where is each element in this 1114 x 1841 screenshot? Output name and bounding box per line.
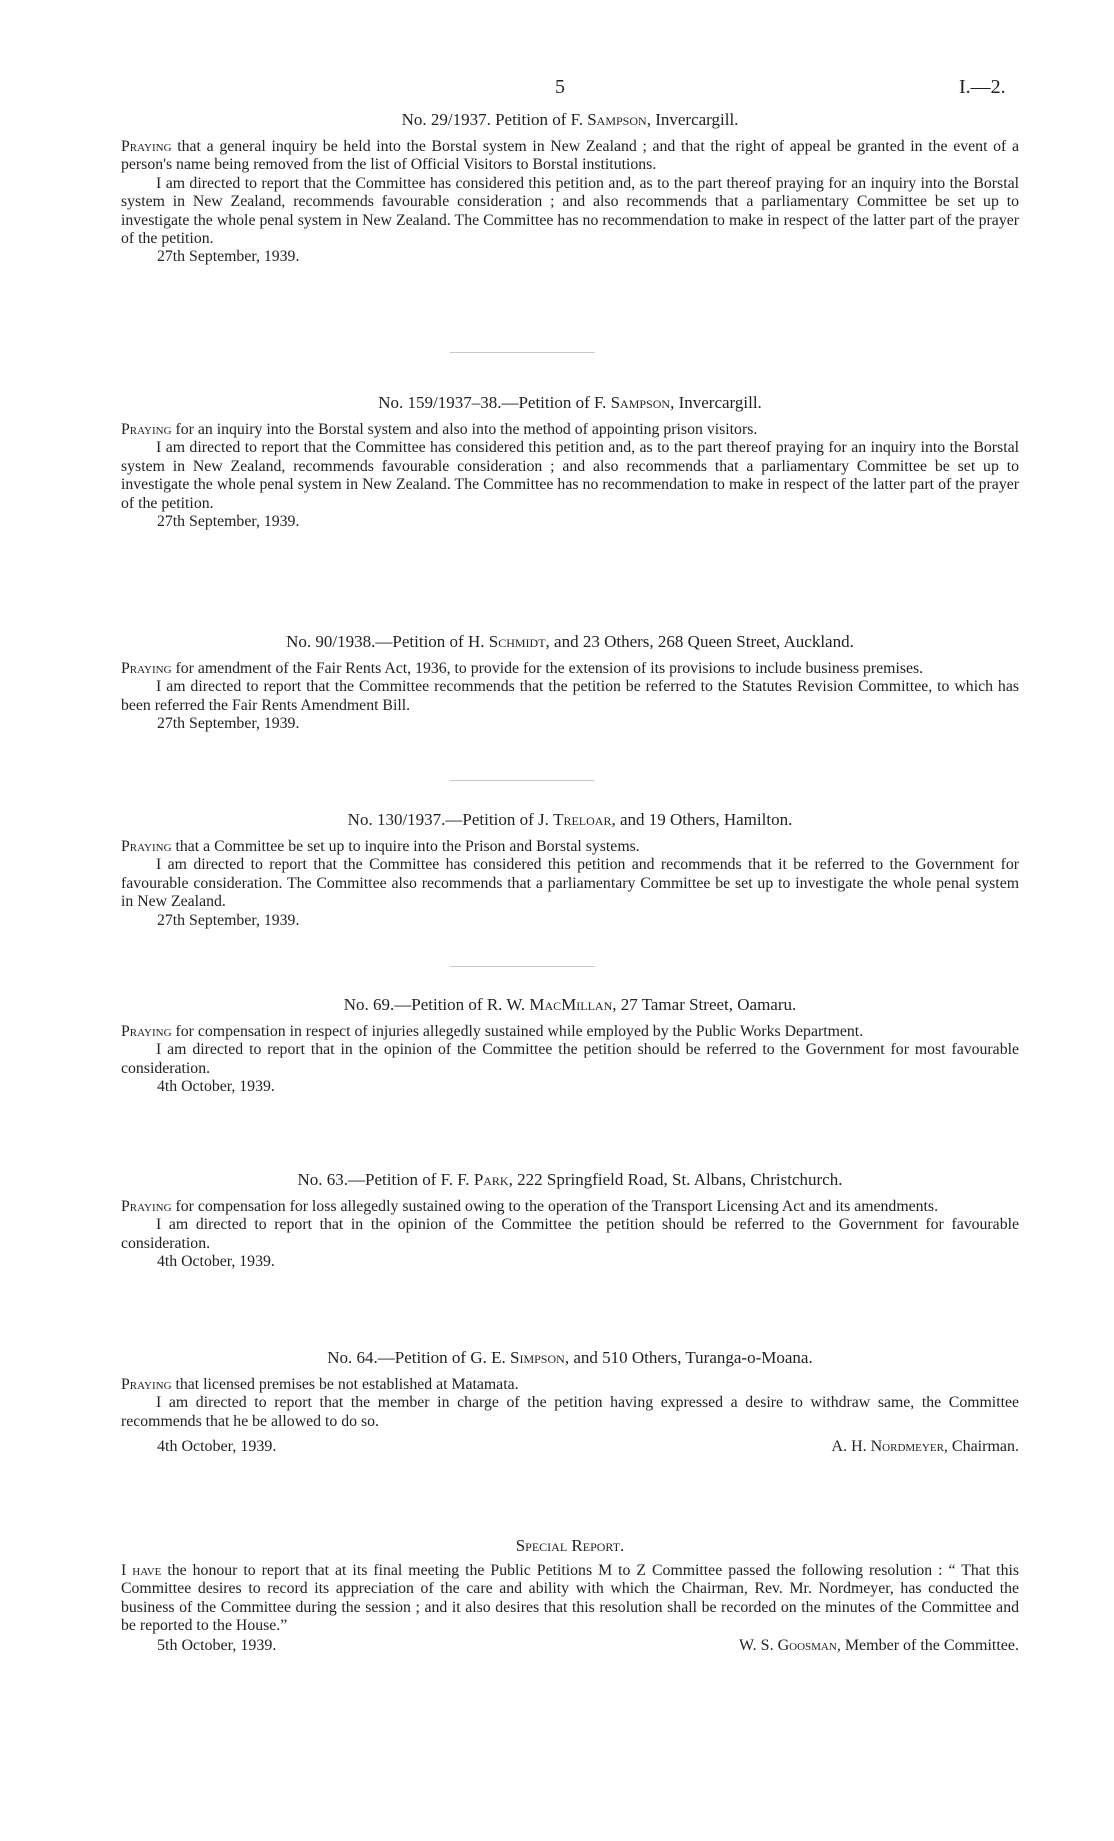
member-signature: W. S. Goosman, Member of the Committee. bbox=[739, 1636, 1019, 1654]
chairman-signature: A. H. Nordmeyer, Chairman. bbox=[831, 1438, 1019, 1456]
petition-title: No. 64.—Petition of G. E. Simpson, and 510 Others, Turanga-o-Moana. bbox=[327, 1348, 813, 1367]
petition-prayer: Praying for amendment of the Fair Rents Act, 1936, to provide for the extension of its provisions to include business premises. bbox=[121, 660, 924, 677]
petition-title: No. 29/1937. Petition of F. Sampson, Invercargill. bbox=[401, 110, 739, 129]
petition-report: I am directed to report that the Committee has considered this petition and recommends that it be referred to the Government for favourable consideration. The Committee also recommends that a parliamentary Committee be set up to investigate the whole penal system in New Zealand. bbox=[121, 856, 1019, 911]
section-divider bbox=[450, 352, 595, 353]
petition-prayer: Praying that licensed premises be not established at Matamata. bbox=[121, 1376, 519, 1393]
page-number: 5 bbox=[555, 76, 565, 98]
petition-date: 4th October, 1939. bbox=[157, 1078, 275, 1096]
petition-section bbox=[121, 393, 1019, 531]
petition-date: 27th September, 1939. bbox=[157, 513, 300, 531]
special-report-date: 5th October, 1939. bbox=[157, 1636, 277, 1654]
document-reference: I.—2. bbox=[959, 76, 1006, 98]
petition-report: I am directed to report that the member in charge of the petition having expressed a desire to withdraw same, the Committee recommends that he be allowed to do so. bbox=[121, 1394, 1019, 1430]
petition-report: I am directed to report that in the opinion of the Committee the petition should be referred to the Government for most favourable consideration. bbox=[121, 1041, 1019, 1077]
petition-prayer: Praying that a general inquiry be held into the Borstal system in New Zealand ; and that the right of appeal be granted in the event of a person's name being removed from the list of Official Visitors to Borstal institutions. bbox=[121, 138, 1019, 174]
special-report-section bbox=[121, 1536, 1019, 1656]
petition-section bbox=[121, 810, 1019, 930]
section-divider bbox=[450, 780, 595, 781]
special-report-text: I have the honour to report that at its final meeting the Public Petitions M to Z Committee passed the following resolution : “ That this Committee desires to record its appreciation of the care and ability with which the Chairman, Rev. Mr. Nordmeyer, has conducted the business of the Committee during the session ; and it also desires that this resolution shall be recorded on the minutes of the Committee and be reported to the House.” bbox=[121, 1562, 1020, 1635]
signature-line bbox=[121, 1636, 1019, 1656]
petition-section bbox=[121, 995, 1019, 1097]
petition-section bbox=[121, 110, 1019, 267]
petition-prayer: Praying for an inquiry into the Borstal system and also into the method of appointing prison visitors. bbox=[121, 421, 758, 438]
petition-section bbox=[121, 1170, 1019, 1272]
section-divider bbox=[450, 966, 595, 967]
petition-title: No. 159/1937–38.—Petition of F. Sampson, Invercargill. bbox=[378, 393, 762, 412]
petition-title: No. 130/1937.—Petition of J. Treloar, and 19 Others, Hamilton. bbox=[347, 810, 793, 829]
signature-line bbox=[121, 1437, 1019, 1457]
petition-date: 4th October, 1939. bbox=[157, 1253, 275, 1271]
petition-prayer: Praying for compensation for loss allegedly sustained owing to the operation of the Transport Licensing Act and its amendments. bbox=[121, 1198, 939, 1215]
petition-section bbox=[121, 632, 1019, 734]
petition-report: I am directed to report that the Committee has considered this petition and, as to the part thereof praying for an inquiry into the Borstal system in New Zealand, recommends favourable consideration ; and also recommends that a parliamentary Committee be set up to investigate the whole penal system in New Zealand. The Committee has no recommendation to make in respect of the latter part of the prayer of the petition. bbox=[121, 439, 1019, 512]
petition-date: 4th October, 1939. bbox=[157, 1438, 277, 1456]
petition-report: I am directed to report that the Committee recommends that the petition be referred to the Statutes Revision Committee, to which has been referred the Fair Rents Amendment Bill. bbox=[121, 678, 1019, 714]
petition-report: I am directed to report that in the opinion of the Committee the petition should be referred to the Government for favourable consideration. bbox=[121, 1216, 1019, 1252]
petition-report: I am directed to report that the Committee has considered this petition and, as to the part thereof praying for an inquiry into the Borstal system in New Zealand, recommends favourable consideration ; and also recommends that a parliamentary Committee be set up to investigate the whole penal system in New Zealand. The Committee has no recommendation to make in respect of the latter part of the prayer of the petition. bbox=[121, 174, 1019, 248]
petition-title: No. 90/1938.—Petition of H. Schmidt, and 23 Others, 268 Queen Street, Auckland. bbox=[286, 632, 854, 651]
petition-date: 27th September, 1939. bbox=[157, 911, 300, 929]
special-report-title: Special Report. bbox=[515, 1536, 625, 1555]
petition-title: No. 69.—Petition of R. W. MacMillan, 27 Tamar Street, Oamaru. bbox=[343, 995, 797, 1014]
petition-date: 27th September, 1939. bbox=[157, 715, 300, 733]
petition-title: No. 63.—Petition of F. F. Park, 222 Springfield Road, St. Albans, Christchurch. bbox=[297, 1170, 843, 1189]
petition-date: 27th September, 1939. bbox=[157, 248, 300, 266]
petition-prayer: Praying that a Committee be set up to inquire into the Prison and Borstal systems. bbox=[121, 838, 640, 855]
petition-prayer: Praying for compensation in respect of injuries allegedly sustained while employed by the Public Works Department. bbox=[121, 1023, 864, 1040]
petition-section bbox=[121, 1348, 1019, 1457]
